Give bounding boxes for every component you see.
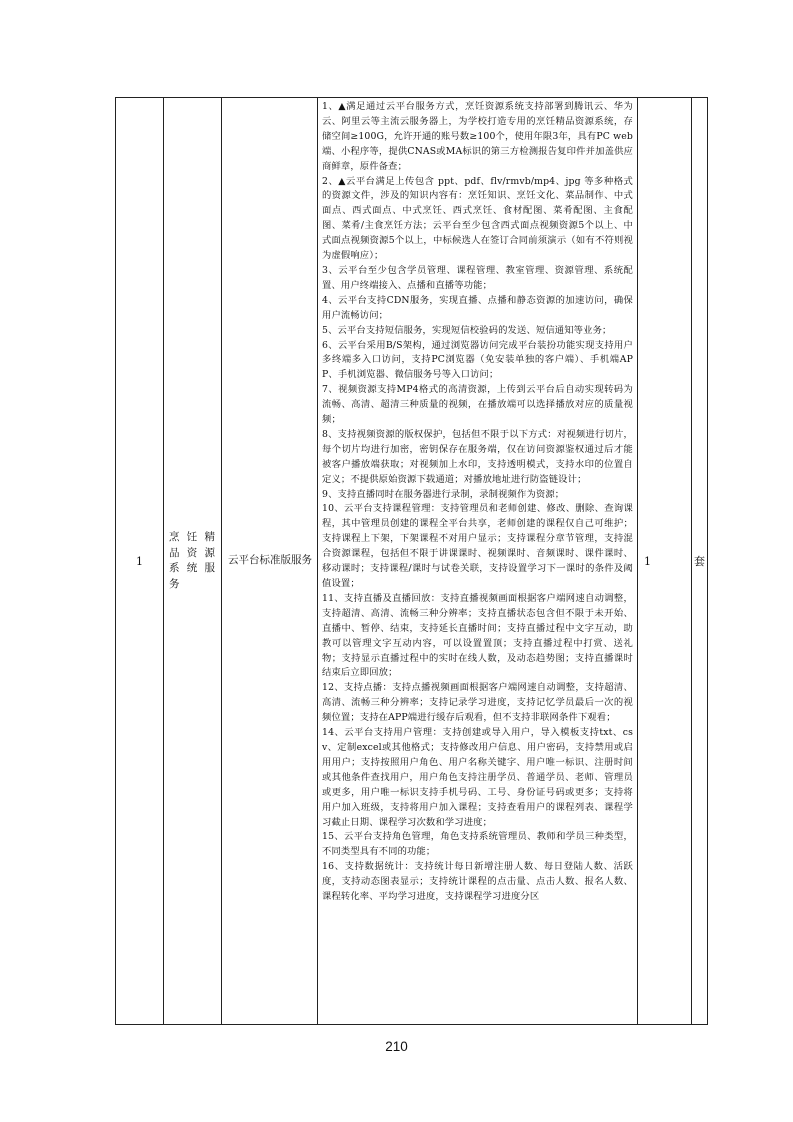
parameter-item: 11、支持直播及直播回放：支持直播视频画面根据客户端网速自动调整，支持超清、高清、流畅三种分辨率；支持直播状态包含但不限于未开始、直播中、暂停、结束，支持延长直播时间；支持直播过程中文字互动，助教可以管理文字互动内容，可以设置置顶；支持直播过程中打赏、送礼物；支持显示直播过程中的实时在线人数，及动态趋势图；支持直播课时结束后立即回放；	[322, 592, 633, 679]
page-number: 210	[385, 1039, 408, 1054]
parameter-item: 4、云平台支持CDN服务，实现直播、点播和静态资源的加速访问，确保用户流畅访问；	[322, 294, 633, 321]
item-unit: 套	[692, 98, 708, 1025]
parameter-item: 16、支持数据统计：支持统计每日新增注册人数、每日登陆人数、活跃度，支持动态图表显示；支持统计课程的点击量、点击人数、报名人数、课程转化率、平均学习进度，支持课程学习进度分区	[322, 861, 633, 903]
parameter-item: 15、云平台支持角色管理，角色支持系统管理员、教师和学员三种类型，不同类型具有不同的功能；	[322, 831, 633, 858]
parameter-item: 2、▲云平台满足上传包含 ppt、pdf、flv/rmvb/mp4、jpg 等多种格式的资源文件，涉及的知识内容有：烹饪知识、烹饪文化、菜品制作、中式面点、西式面点、中式烹饪、西式烹饪、食材配图、菜肴配图、主食配图、菜肴/主食烹饪方法；云平台至少包含西式面点视频资源5个以上、中式面点视频资源5个以上，中标候选人在签订合同前须演示（如有不符则视为虚假响应）；	[322, 175, 633, 262]
item-parameters	[318, 98, 638, 1025]
parameter-item: 3、云平台至少包含学员管理、课程管理、教室管理、资源管理、系统配置、用户终端接入、点播和直播等功能；	[322, 264, 633, 291]
item-name: 烹饪精品资源系统服务	[164, 98, 222, 1025]
parameter-item: 8、支持视频资源的版权保护，包括但不限于以下方式：对视频进行切片，每个切片均进行加密，密钥保存在服务端，仅在访问资源鉴权通过后才能被客户播放端获取；对视频加上水印，支持透明模式，支持水印的位置自定义；不提供原始资源下载通道；对播放地址进行防盗链设计；	[322, 428, 633, 485]
parameter-item: 9、支持直播同时在服务器进行录制，录制视频作为资源；	[322, 488, 565, 500]
item-number: 1	[116, 98, 164, 1025]
parameter-item: 14、云平台支持用户管理：支持创建或导入用户，导入模板支持txt、csv、定制excel或其他格式；支持修改用户信息、用户密码，支持禁用或启用用户；支持按照用户角色、用户名称关键字、用户唯一标识、注册时间或其他条件查找用户，用户角色支持注册学员、普通学员、老师、管理员或更多，用户唯一标识支持手机号码、工号、身份证号码或更多；支持将用户加入班级，支持将用户加入课程；支持查看用户的课程列表、课程学习截止日期、课程学习次数和学习进度；	[322, 727, 633, 828]
parameter-item: 5、云平台支持短信服务，实现短信校验码的发送、短信通知等业务；	[322, 324, 612, 336]
parameter-item: 1、▲满足通过云平台服务方式，烹饪资源系统支持部署到腾讯云、华为云、阿里云等主流云服务器上，为学校打造专用的烹饪精品资源系统，存储空间≥100G，允许开通的账号数≥100个，使用年限3年，具有PC web端、小程序等，提供CNAS或MA标识的第三方检测报告复印件并加盖供应商鲜章，原件备查；	[322, 101, 633, 172]
parameter-item: 12、支持点播：支持点播视频画面根据客户端网速自动调整，支持超清、高清、流畅三种分辨率；支持记录学习进度，支持记忆学员最后一次的视频位置；支持在APP端进行缓存后观看，但不支持非联网条件下观看；	[322, 682, 633, 724]
parameter-item: 10、云平台支持课程管理：支持管理员和老师创建、修改、删除、查询课程，其中管理员创建的课程全平台共享，老师创建的课程仅自己可维护；支持课程上下架，下架课程不对用户显示；支持课程分章节管理，支持混合资源课程，包括但不限于讲课课时、视频课时、音频课时、课件课时、移动课时；支持课程/课时与试卷关联，支持设置学习下一课时的条件及阈值设置；	[322, 503, 633, 589]
item-quantity: 1	[638, 98, 692, 1025]
parameter-item: 7、视频资源支持MP4格式的高清资源，上传到云平台后自动实现转码为流畅、高清、超清三种质量的视频，在播放端可以选择播放对应的质量视频；	[322, 384, 633, 426]
item-model: 云平台标准版服务	[222, 98, 318, 1025]
parameter-item: 6、云平台采用B/S架构，通过浏览器访问完成平台装扮功能实现支持用户多终端多入口访问，支持PC浏览器（免安装单独的客户端）、手机端APP、手机浏览器、微信服务号等入口访问；	[322, 339, 633, 381]
table-row	[116, 98, 708, 1025]
spec-table	[115, 97, 708, 1025]
parameter-list	[322, 100, 633, 905]
